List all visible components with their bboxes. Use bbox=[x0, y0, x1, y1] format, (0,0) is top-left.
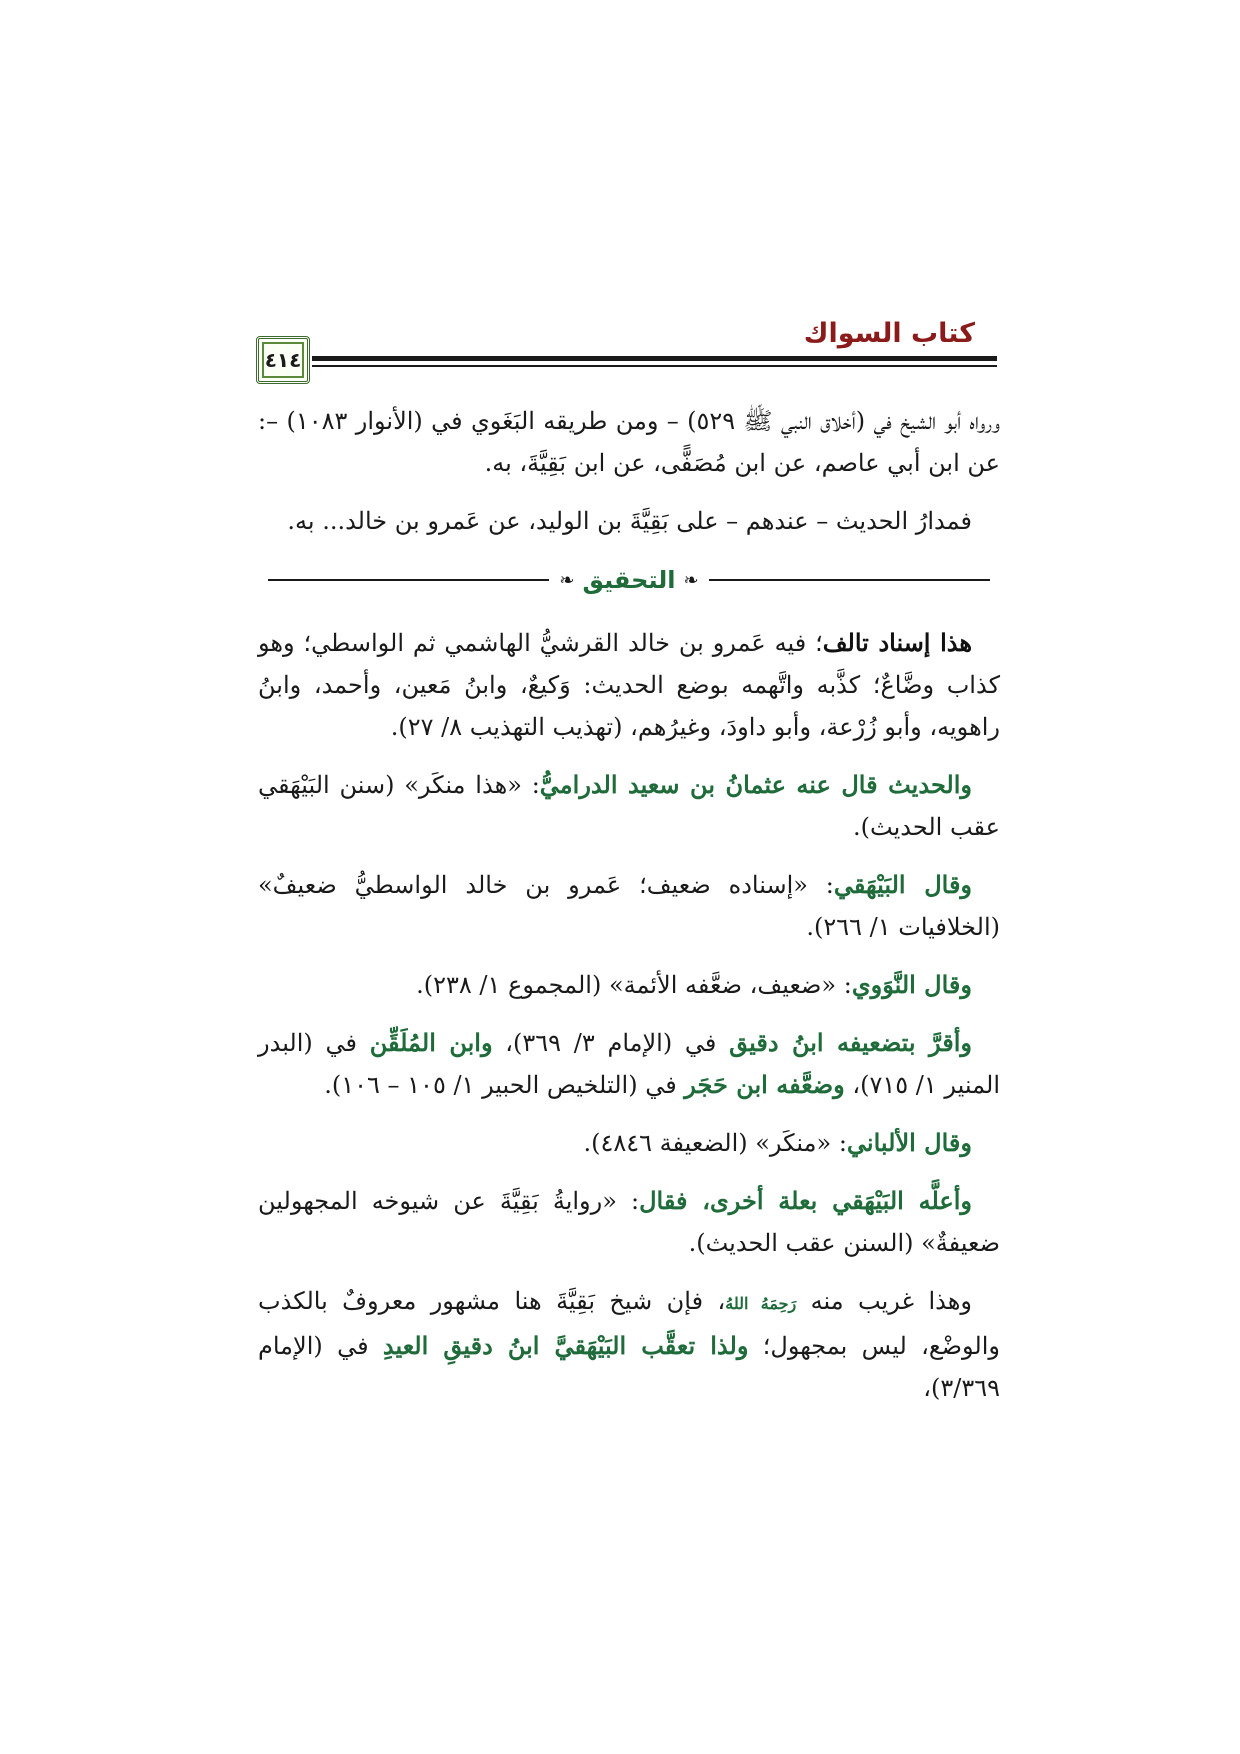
paragraph-text: في (الإمام ٣/٣٦٩)، bbox=[258, 1332, 1000, 1402]
paragraph-3 bbox=[258, 864, 1000, 948]
ornament-icon: ❧ bbox=[559, 569, 575, 591]
lead-phrase: هذا إسناد تالف bbox=[822, 628, 972, 657]
paragraph-intro-2: فمدارُ الحديث – عندهم – على بَقِيَّةَ بن الوليد، عن عَمرو بن خالد... به. bbox=[287, 507, 972, 535]
paragraph-text: : «منكَر» (الضعيفة ٤٨٤٦). bbox=[583, 1129, 847, 1157]
paragraph-text: : «ضعيف، ضعَّفه الأئمة» (المجموع ١/ ٢٣٨). bbox=[416, 971, 852, 999]
paragraph-8 bbox=[258, 1280, 1000, 1409]
divider-line-right bbox=[709, 579, 990, 581]
paragraph-text: : «إسناده ضعيف؛ عَمرو بن خالد الواسطيُّ ضعيفٌ» (الخلافيات ١/ ٢٦٦). bbox=[258, 871, 1000, 941]
lead-phrase: وقال النَّوَوي bbox=[851, 970, 972, 999]
lead-phrase: وأعلَّه البَيْهَقي بعلة أخرى، فقال bbox=[639, 1186, 972, 1215]
page-number: ٤١٤ bbox=[262, 342, 304, 378]
ornament-icon: ❧ bbox=[683, 569, 699, 591]
paragraph-1 bbox=[258, 622, 1000, 748]
lead-phrase: وضعَّفه ابن حَجَر bbox=[684, 1070, 845, 1099]
paragraph-2 bbox=[258, 764, 1000, 848]
running-head-title: كتاب السواك bbox=[803, 318, 975, 349]
honorific: رَحِمَهُ اللهُ bbox=[725, 1294, 797, 1313]
paragraph-text: ؛ فيه عَمرو بن خالد القرشيُّ الهاشمي ثم الواسطي؛ وهو كذاب وضَّاعٌ؛ كذَّبه واتَّهمه بوضع الحديث: وَكيعٌ، وابنُ مَعين، وأحمد، وابنُ راهويه، وأبو زُرْعة، وأبو داودَ، وغيرُهم، (تهذيب التهذيب ٨/ ٢٧). bbox=[258, 629, 1000, 741]
paragraph-text: : «روايةُ بَقِيَّةَ عن شيوخه المجهولين ضعيفةٌ» (السنن عقب الحديث). bbox=[258, 1187, 1000, 1257]
body-text bbox=[258, 400, 1000, 1425]
lead-phrase: والحديث قال عنه عثمانُ بن سعيد الدراميُّ bbox=[539, 770, 973, 799]
lead-phrase: وأقرَّ بتضعيفه ابنُ دقيق bbox=[729, 1028, 973, 1057]
paragraph-text: في (البدر المنير ١/ ٧١٥)، bbox=[258, 1029, 1000, 1099]
section-title: التحقيق bbox=[582, 566, 676, 594]
paragraph-5 bbox=[258, 1022, 1000, 1106]
paragraph-text: ، فإن شيخ بَقِيَّةَ هنا مشهور معروفٌ بالكذب والوضْع، ليس بمجهول؛ bbox=[258, 1287, 1001, 1360]
lead-phrase: وقال البَيْهَقي bbox=[833, 870, 973, 899]
paragraph-6 bbox=[258, 1122, 1000, 1164]
lead-phrase: وقال الألباني bbox=[846, 1128, 972, 1157]
paragraph-text: : «هذا منكَر» (سنن البَيْهَقي عقب الحديث). bbox=[258, 771, 1000, 841]
header-rule-thick bbox=[312, 356, 997, 361]
paragraph-text: في (الإمام ٣/ ٣٦٩)، bbox=[492, 1029, 730, 1057]
paragraph-text: وهذا غريب منه bbox=[796, 1287, 972, 1315]
paragraph-7 bbox=[258, 1180, 1000, 1264]
lead-phrase: ولذا تعقَّب البَيْهَقيَّ ابنُ دقيقِ العيدِ bbox=[382, 1331, 749, 1360]
section-divider bbox=[258, 560, 1000, 600]
paragraph-4 bbox=[258, 964, 1000, 1006]
lead-phrase: وابن المُلَقِّن bbox=[369, 1028, 493, 1057]
header-rule-thin bbox=[312, 365, 997, 367]
divider-line-left bbox=[268, 579, 549, 581]
paragraph-intro-1: ورواه أبو الشيخ في (أخلاق النبي ﷺ ٥٢٩) – ومن طريقه البَغَوي في (الأنوار ١٠٨٣) –: عن ابن أبي عاصم، عن ابن مُصَفًّى، عن ابن بَقِيَّةَ، به. bbox=[258, 407, 1001, 477]
paragraph-text: في (التلخيص الحبير ١/ ١٠٥ – ١٠٦). bbox=[324, 1071, 685, 1099]
page-number-frame bbox=[256, 336, 310, 384]
